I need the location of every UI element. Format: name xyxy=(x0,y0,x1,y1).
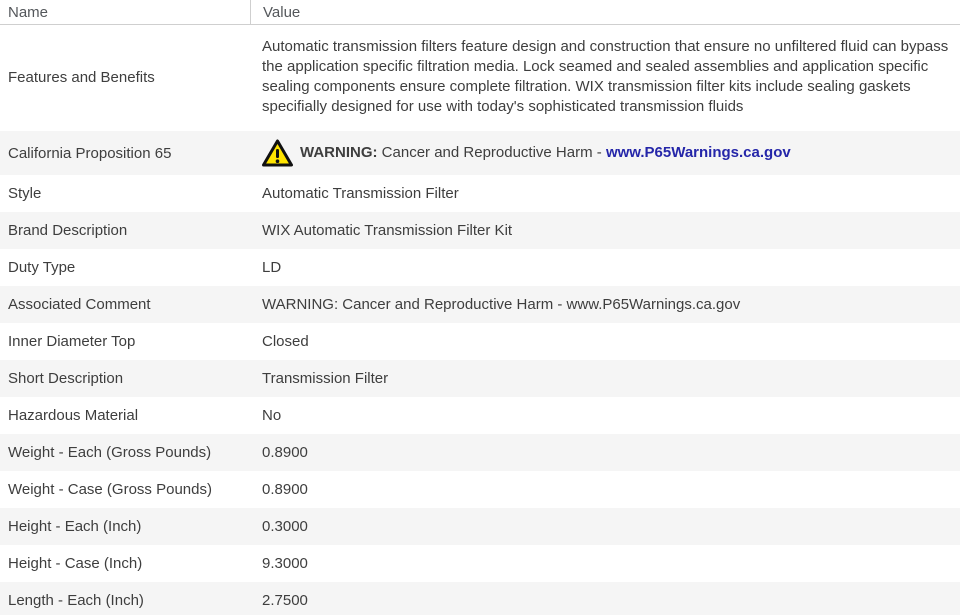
attribute-name: Style xyxy=(8,185,42,202)
p65warnings-link[interactable]: www.P65Warnings.ca.gov xyxy=(605,144,791,161)
warning-triangle-icon xyxy=(262,139,300,167)
attribute-value: 0.8900 xyxy=(262,480,308,498)
attribute-name: Features and Benefits xyxy=(8,68,155,86)
attribute-value: Transmission Filter xyxy=(262,369,389,387)
attribute-value: Automatic Transmission Filter xyxy=(262,184,459,202)
table-header-row xyxy=(0,0,960,25)
table-row xyxy=(0,131,960,175)
attribute-value: WIX Automatic Transmission Filter Kit xyxy=(262,221,513,239)
table-row xyxy=(0,212,960,249)
attribute-value: Automatic transmission filters feature design and construction that ensure no unfiltered fluid can bypass the application specific filtration media. Lock seamed and sealed assemblies and application specific sealing components ensure complete filtration. WIX transmission filter kits include sealing gaskets specifially designed for use with today's sophisticated transmission fluids xyxy=(262,38,949,115)
table-row xyxy=(0,508,960,545)
attribute-name: California Proposition 65 xyxy=(8,144,172,162)
table-row xyxy=(0,434,960,471)
attribute-name: Brand Description xyxy=(8,222,128,239)
table-row xyxy=(0,175,960,212)
attribute-value: No xyxy=(262,406,282,424)
attribute-value: 9.3000 xyxy=(262,554,308,572)
table-row xyxy=(0,545,960,582)
attribute-value: WARNING: Cancer and Reproductive Harm - www.P65Warnings.ca.gov xyxy=(262,295,741,313)
table-row xyxy=(0,323,960,360)
column-header-value: Value xyxy=(250,0,960,24)
attribute-name: Height - Each (Inch) xyxy=(8,518,142,535)
attribute-name: Hazardous Material xyxy=(8,407,139,424)
table-row xyxy=(0,397,960,434)
attribute-name: Weight - Case (Gross Pounds) xyxy=(8,481,212,498)
table-row xyxy=(0,286,960,323)
attribute-name: Duty Type xyxy=(8,259,76,276)
attribute-value: 0.8900 xyxy=(262,443,308,461)
attribute-name: Length - Each (Inch) xyxy=(8,592,144,609)
attribute-name: Inner Diameter Top xyxy=(8,333,136,350)
warning-label: WARNING: xyxy=(300,144,378,161)
table-row xyxy=(0,582,960,615)
attribute-name: Short Description xyxy=(8,370,124,387)
attribute-name: Associated Comment xyxy=(8,296,151,313)
attribute-value: 0.3000 xyxy=(262,517,308,535)
table-row xyxy=(0,360,960,397)
table-row xyxy=(0,471,960,508)
table-row xyxy=(0,249,960,286)
warning-text: Cancer and Reproductive Harm - xyxy=(377,144,606,161)
attribute-name: Weight - Each (Gross Pounds) xyxy=(8,444,212,461)
attribute-value xyxy=(250,131,960,175)
table-body xyxy=(0,25,960,615)
attribute-name: Height - Case (Inch) xyxy=(8,555,143,572)
attribute-value: 2.7500 xyxy=(262,591,308,609)
table-row xyxy=(0,25,960,131)
column-header-name: Name xyxy=(8,3,49,21)
attribute-value: LD xyxy=(262,258,282,276)
attribute-value: Closed xyxy=(262,332,309,350)
